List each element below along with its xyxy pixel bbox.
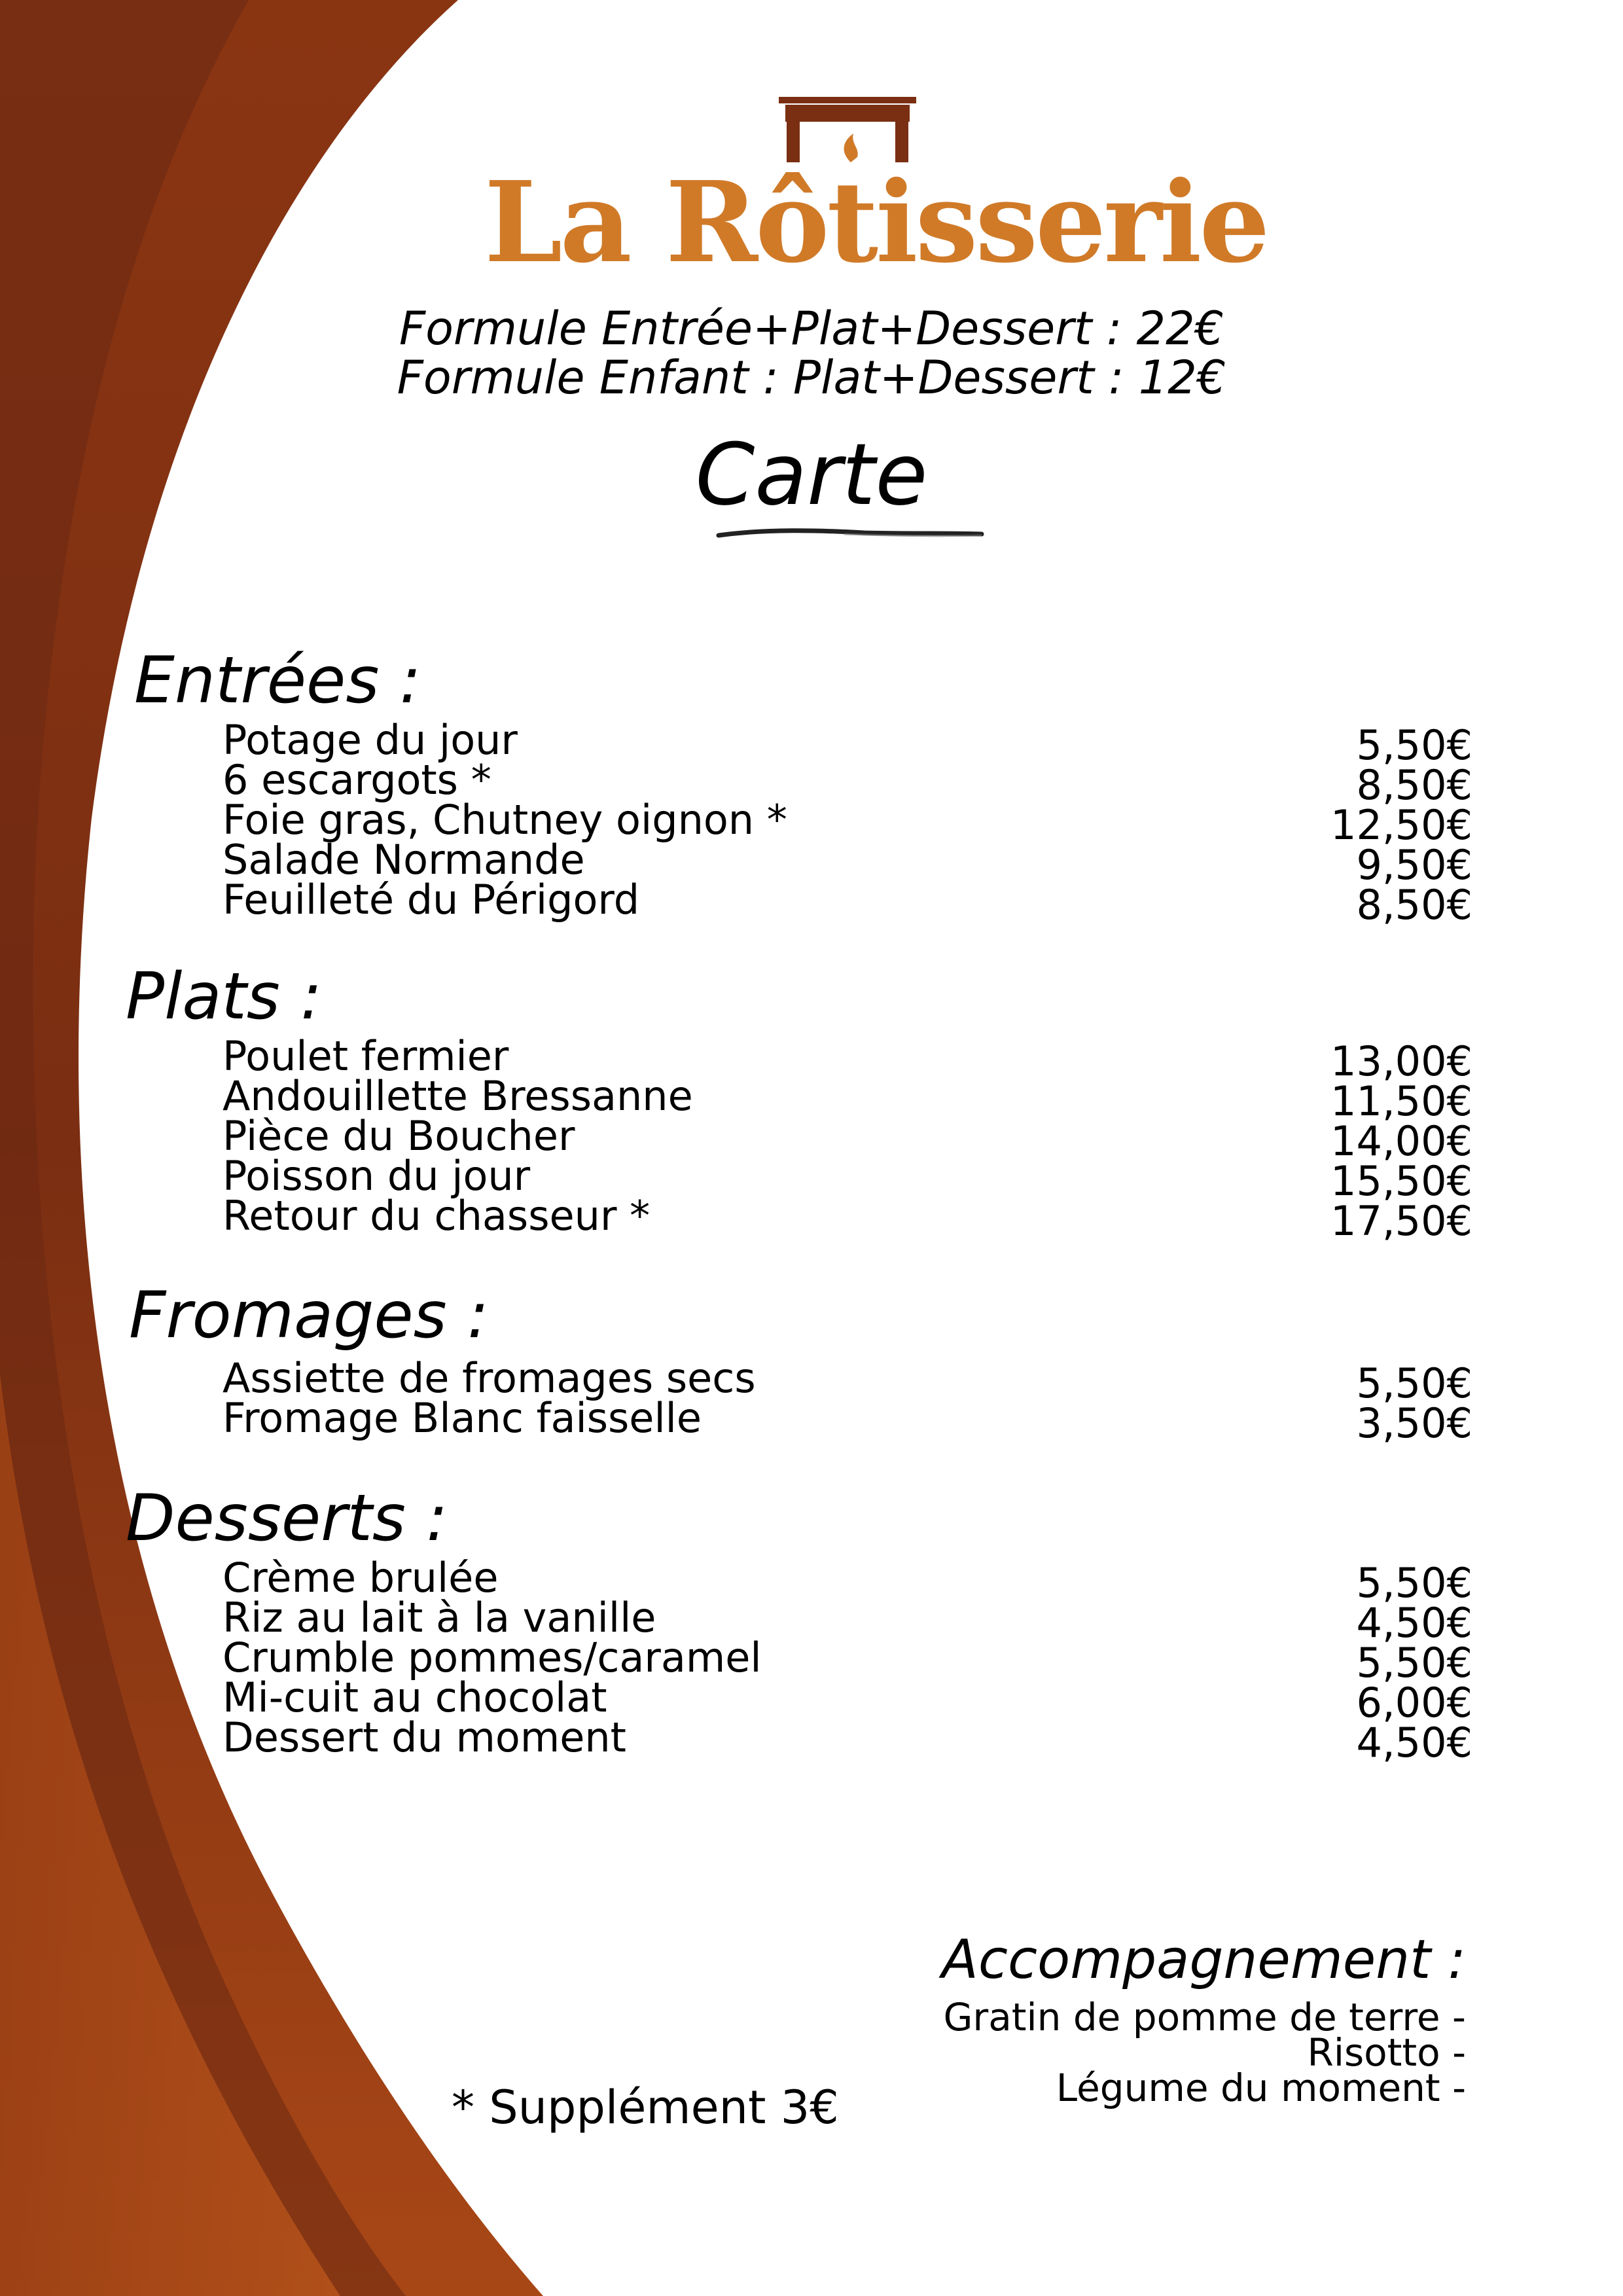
list-item bbox=[223, 1152, 1472, 1205]
item-name: Feuilleté du Périgord bbox=[223, 876, 640, 924]
item-price: 12,50€ bbox=[1330, 801, 1472, 849]
logo bbox=[458, 85, 1268, 288]
item-name: Assiette de fromages secs bbox=[223, 1354, 756, 1402]
item-name: Retour du chasseur * bbox=[223, 1192, 651, 1240]
item-price: 5,50€ bbox=[1356, 721, 1472, 769]
entrees-list bbox=[223, 716, 1472, 929]
item-price: 5,50€ bbox=[1356, 1559, 1472, 1607]
section-title-plats: Plats : bbox=[126, 960, 323, 1034]
fromages-list bbox=[223, 1354, 1472, 1447]
item-name: Foie gras, Chutney oignon * bbox=[223, 796, 787, 844]
list-item bbox=[223, 876, 1472, 929]
accompagnement-title: Accompagnement : bbox=[941, 1929, 1466, 1991]
item-price: 6,00€ bbox=[1356, 1679, 1472, 1727]
item-name: Mi-cuit au chocolat bbox=[223, 1674, 607, 1721]
item-name: Crumble pommes/caramel bbox=[223, 1634, 762, 1681]
item-name: Pièce du Boucher bbox=[223, 1112, 575, 1160]
item-name: Andouillette Bressanne bbox=[223, 1072, 693, 1120]
list-item bbox=[223, 796, 1472, 849]
item-name: Poisson du jour bbox=[223, 1152, 531, 1200]
list-item bbox=[223, 716, 1472, 769]
list-item bbox=[223, 756, 1472, 809]
item-name: Potage du jour bbox=[223, 716, 518, 764]
list-item bbox=[223, 1594, 1472, 1647]
formula-enfant: Formule Enfant : Plat+Dessert : 12€ bbox=[397, 351, 1226, 404]
item-price: 8,50€ bbox=[1356, 881, 1472, 929]
item-name: Fromage Blanc faisselle bbox=[223, 1394, 702, 1442]
item-price: 4,50€ bbox=[1356, 1719, 1472, 1767]
section-title-desserts: Desserts : bbox=[126, 1481, 448, 1556]
page-title: Carte bbox=[695, 425, 928, 524]
item-price: 11,50€ bbox=[1330, 1077, 1472, 1125]
supplement-note: * Supplément 3€ bbox=[452, 2081, 839, 2134]
section-title-fromages: Fromages : bbox=[129, 1278, 489, 1353]
item-price: 3,50€ bbox=[1356, 1399, 1472, 1447]
item-name: Crème brulée bbox=[223, 1554, 499, 1602]
list-item bbox=[223, 836, 1472, 889]
plats-list bbox=[223, 1032, 1472, 1245]
item-price: 4,50€ bbox=[1356, 1599, 1472, 1647]
list-item bbox=[223, 1354, 1472, 1407]
item-price: 13,00€ bbox=[1330, 1037, 1472, 1085]
list-item bbox=[223, 1634, 1472, 1687]
item-name: Salade Normande bbox=[223, 836, 585, 884]
list-item bbox=[223, 1394, 1472, 1447]
item-price: 8,50€ bbox=[1356, 761, 1472, 809]
list-item bbox=[223, 1192, 1472, 1245]
formula-entree-plat-dessert: Formule Entrée+Plat+Dessert : 22€ bbox=[399, 302, 1224, 355]
restaurant-name: La Rôtisserie bbox=[484, 157, 1268, 288]
item-name: Riz au lait à la vanille bbox=[223, 1594, 656, 1641]
list-item bbox=[223, 1554, 1472, 1607]
list-item bbox=[223, 1713, 1472, 1767]
list-item bbox=[223, 1112, 1472, 1165]
item-name: Dessert du moment bbox=[223, 1713, 626, 1761]
item-price: 5,50€ bbox=[1356, 1359, 1472, 1407]
item-name: 6 escargots * bbox=[223, 756, 491, 804]
item-price: 17,50€ bbox=[1330, 1197, 1472, 1245]
accompagnement-item: Gratin de pomme de terre - bbox=[943, 1995, 1466, 2039]
section-title-entrees: Entrées : bbox=[134, 643, 421, 718]
item-price: 5,50€ bbox=[1356, 1639, 1472, 1687]
title-underline bbox=[713, 524, 988, 543]
item-price: 15,50€ bbox=[1330, 1157, 1472, 1205]
desserts-list bbox=[223, 1554, 1472, 1767]
list-item bbox=[223, 1032, 1472, 1085]
item-price: 14,00€ bbox=[1330, 1117, 1472, 1165]
list-item bbox=[223, 1072, 1472, 1125]
accompagnement-item: Risotto - bbox=[1307, 2030, 1466, 2075]
item-name: Poulet fermier bbox=[223, 1032, 509, 1080]
list-item bbox=[223, 1674, 1472, 1727]
accompagnement-item: Légume du moment - bbox=[1056, 2066, 1466, 2110]
item-price: 9,50€ bbox=[1356, 841, 1472, 889]
